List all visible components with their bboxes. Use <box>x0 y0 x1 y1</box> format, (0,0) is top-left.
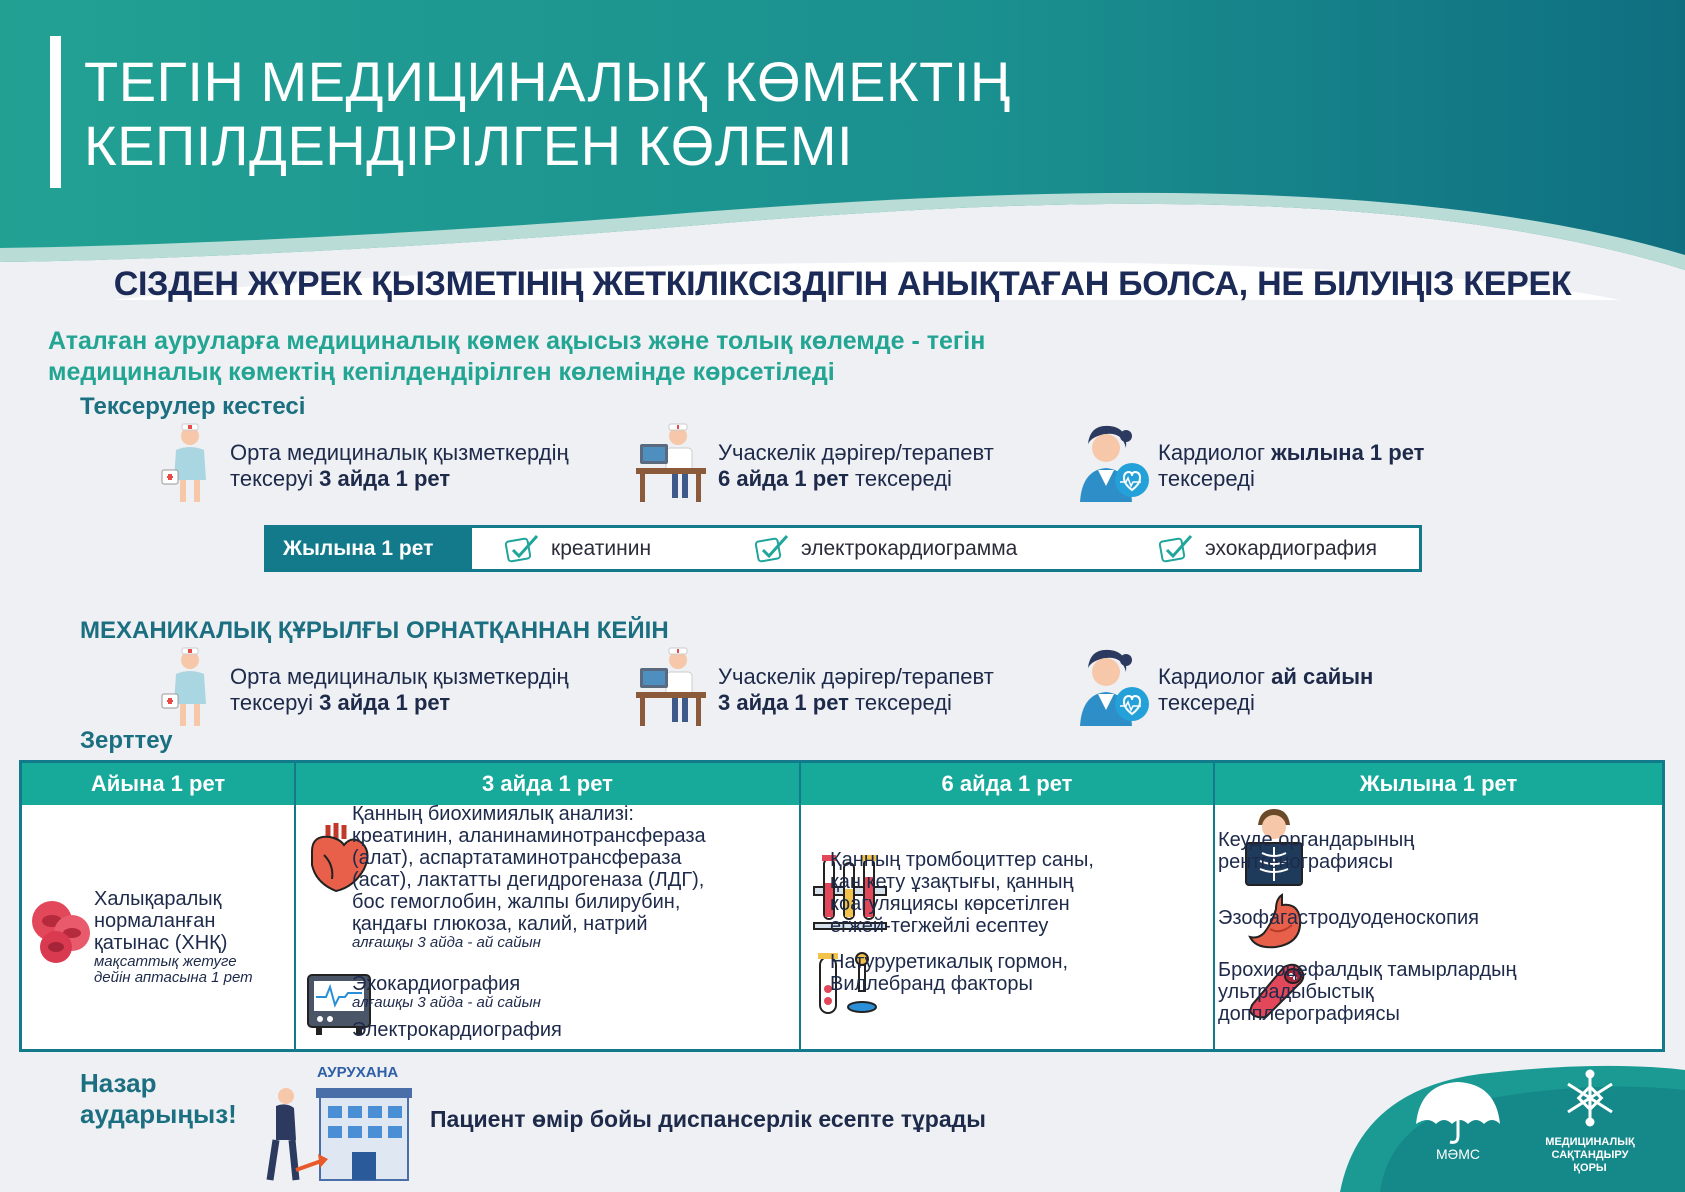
yearly-item-label: электрокардиограмма <box>801 537 1018 560</box>
mech-doctor-line2 <box>718 690 994 716</box>
yearly-item-echo <box>1159 534 1377 564</box>
xray-line: Кеуде органдарының <box>1218 829 1415 851</box>
mech-nurse-line1: Орта медициналық қызметкердің <box>230 664 569 689</box>
mechanical-nurse <box>148 646 569 728</box>
doctor-frequency: 6 айда 1 рет <box>718 466 849 491</box>
title-accent-bar <box>50 36 61 188</box>
mech-doctor-text <box>718 664 994 716</box>
nurse-line2 <box>230 466 569 492</box>
page-title-line1: ТЕГІН МЕДИЦИНАЛЫҚ КӨМЕКТІҢ <box>84 50 1011 113</box>
echo-label: Эхокардиография <box>352 973 521 995</box>
biochem-note: алғашқы 3 айда - ай сайын <box>352 934 541 951</box>
schedule-doctor <box>636 422 994 504</box>
insurance-fund-text <box>1530 1136 1650 1175</box>
yearly-item-creatinine <box>505 534 651 564</box>
platelet-line: қан кету ұзақтығы, қанның <box>830 871 1074 893</box>
nurse-frequency: 3 айда 1 рет <box>319 466 451 491</box>
biochem-line: (асат), лактатты дегидрогеназа (ЛДГ), <box>352 869 705 891</box>
cardio-frequency: жылына 1 рет <box>1271 440 1425 465</box>
yearly-label: Жылына 1 рет <box>267 528 472 569</box>
yearly-item-label: креатинин <box>551 537 652 560</box>
doctor-text <box>718 440 994 492</box>
patient-note: Пациент өмір бойы диспансерлік есепте тұрады <box>430 1106 986 1132</box>
mech-doctor-line1: Учаскелік дәрігер/терапевт <box>718 664 994 689</box>
blood-cells-icon <box>28 897 96 965</box>
inr-line: нормаланған <box>94 910 216 932</box>
mech-cardio-line2: тексереді <box>1158 690 1255 715</box>
cardio-pre: Кардиолог <box>1158 440 1272 465</box>
platelet-line: Қанның тромбоциттер саны, <box>830 849 1094 871</box>
checkmark-icon <box>505 534 541 564</box>
page-subtitle: СІЗДЕН ЖҮРЕК ҚЫЗМЕТІНІҢ ЖЕТКІЛІКСІЗДІГІН АНЫҚТАҒАН БОЛСА, НЕ БІЛУІҢІЗ КЕРЕК <box>113 265 1572 303</box>
page-title-line2: КЕПІЛДЕНДІРІЛГЕН КӨЛЕМІ <box>84 114 854 177</box>
inr-note: мақсаттық жетуге <box>94 953 237 970</box>
mech-nurse-text <box>230 664 569 716</box>
page-title <box>84 50 1011 178</box>
nurse-icon <box>148 646 224 728</box>
fund-line3: ҚОРЫ <box>1573 1162 1607 1174</box>
research-col-header-3months: 3 айда 1 рет <box>296 763 799 805</box>
insurance-fund-logo <box>1562 1068 1618 1128</box>
column-divider <box>1213 763 1215 1049</box>
mech-nurse-frequency: 3 айда 1 рет <box>319 690 451 715</box>
research-col-header-monthly: Айына 1 рет <box>22 763 294 805</box>
research-table <box>19 760 1665 1052</box>
biochem-line: қандағы глюкоза, калий, натрий <box>352 913 648 935</box>
header-banner <box>0 0 1685 300</box>
cardio-line1 <box>1158 440 1424 466</box>
doctor-desk-icon <box>636 422 712 504</box>
inr-note: дейін аптасына 1 рет <box>94 969 253 986</box>
mechanical-cardiologist <box>1076 646 1373 728</box>
hospital-label: АУРУХАНА <box>317 1064 399 1081</box>
xray-line: рентгенографиясы <box>1218 851 1393 873</box>
biochem-text <box>352 803 706 951</box>
doppler-line: допплерографиясы <box>1218 1003 1400 1025</box>
inr-line: Халықаралық <box>94 888 222 910</box>
biochem-line: Қанның биохимиялық анализі: <box>352 803 634 825</box>
platelet-line: егжей-тегжейлі есептеу <box>830 915 1049 937</box>
nurse-pre: тексеруі <box>230 466 320 491</box>
mechanical-heading: МЕХАНИКАЛЫҚ ҚҰРЫЛҒЫ ОРНАТҚАННАН КЕЙІН <box>80 617 669 644</box>
platelet-line: коагуляциясы көрсетілген <box>830 893 1070 915</box>
doctor-desk-icon <box>636 646 712 728</box>
ecg-text: Электрокардиография <box>352 1019 562 1041</box>
doctor-line1: Учаскелік дәрігер/терапевт <box>718 440 994 465</box>
schedule-cardiologist <box>1076 422 1424 504</box>
mech-cardio-pre: Кардиолог <box>1158 664 1272 689</box>
cardiologist-icon <box>1076 422 1152 504</box>
attention-heading <box>80 1068 237 1130</box>
attention-line1: Назар <box>80 1068 157 1098</box>
nurse-text <box>230 440 569 492</box>
platelet-text <box>830 849 1094 937</box>
hormone-line: Натуруретикалық гормон, <box>830 951 1069 973</box>
inr-line: қатынас (ХНҚ) <box>94 932 228 954</box>
biochem-line: (алат), аспартатаминотрансфераза <box>352 847 682 869</box>
yearly-item-ecg <box>755 534 1017 564</box>
intro-line2: медициналық көмектің кепілдендірілген көлемінде көрсетіледі <box>48 358 835 386</box>
mams-logo-text: МӘМС <box>1436 1146 1480 1162</box>
fund-line2: САҚТАНДЫРУ <box>1551 1149 1629 1161</box>
biochem-line: креатинин, аланинаминотрансфераза <box>352 825 706 847</box>
checkmark-icon <box>755 534 791 564</box>
hormone-text <box>830 951 1068 995</box>
schedule-nurse <box>148 422 569 504</box>
research-heading: Зерттеу <box>80 727 173 754</box>
doppler-text <box>1218 959 1517 1025</box>
intro-line1: Аталған ауруларға медициналық көмек ақысыз және толық көлемде - тегін <box>48 327 986 355</box>
mech-doctor-post: тексереді <box>848 690 952 715</box>
research-col-header-yearly: Жылына 1 рет <box>1215 763 1662 805</box>
doctor-line2 <box>718 466 994 492</box>
doppler-line: Брохиоцефалдық тамырлардың <box>1218 959 1517 981</box>
cardiologist-icon <box>1076 646 1152 728</box>
column-divider <box>294 763 296 1049</box>
egd-text: Эзофагастродуоденоскопия <box>1218 907 1479 929</box>
mech-cardio-text <box>1158 664 1373 716</box>
nurse-icon <box>148 422 224 504</box>
attention-line2: аударыңыз! <box>80 1099 237 1129</box>
hormone-line: Виллебранд факторы <box>830 973 1033 995</box>
mechanical-doctor <box>636 646 994 728</box>
checkmark-icon <box>1159 534 1195 564</box>
mech-doctor-frequency: 3 айда 1 рет <box>718 690 849 715</box>
intro-text <box>48 326 1148 388</box>
xray-text <box>1218 829 1414 873</box>
fund-line1: МЕДИЦИНАЛЫҚ <box>1545 1136 1635 1148</box>
column-divider <box>799 763 801 1049</box>
echo-text <box>352 973 541 1011</box>
schedule-heading: Тексерулер кестесі <box>80 393 306 420</box>
mech-nurse-line2 <box>230 690 569 716</box>
cardio-line2: тексереді <box>1158 466 1255 491</box>
hospital-patient-icon <box>262 1080 412 1184</box>
yearly-item-label: эхокардиография <box>1205 537 1378 560</box>
doppler-line: ультрадыбыстық <box>1218 981 1374 1003</box>
mech-nurse-pre: тексеруі <box>230 690 320 715</box>
nurse-line1: Орта медициналық қызметкердің <box>230 440 569 465</box>
mech-cardio-frequency: ай сайын <box>1271 664 1374 689</box>
yearly-tests-box <box>264 525 1422 572</box>
echo-note: алғашқы 3 айда - ай сайын <box>352 994 541 1011</box>
cardio-text <box>1158 440 1424 492</box>
research-col-header-6months: 6 айда 1 рет <box>801 763 1213 805</box>
biochem-line: бос гемоглобин, жалпы билирубин, <box>352 891 681 913</box>
doctor-post: тексереді <box>848 466 952 491</box>
mech-cardio-line1 <box>1158 664 1373 690</box>
inr-text <box>94 888 253 986</box>
